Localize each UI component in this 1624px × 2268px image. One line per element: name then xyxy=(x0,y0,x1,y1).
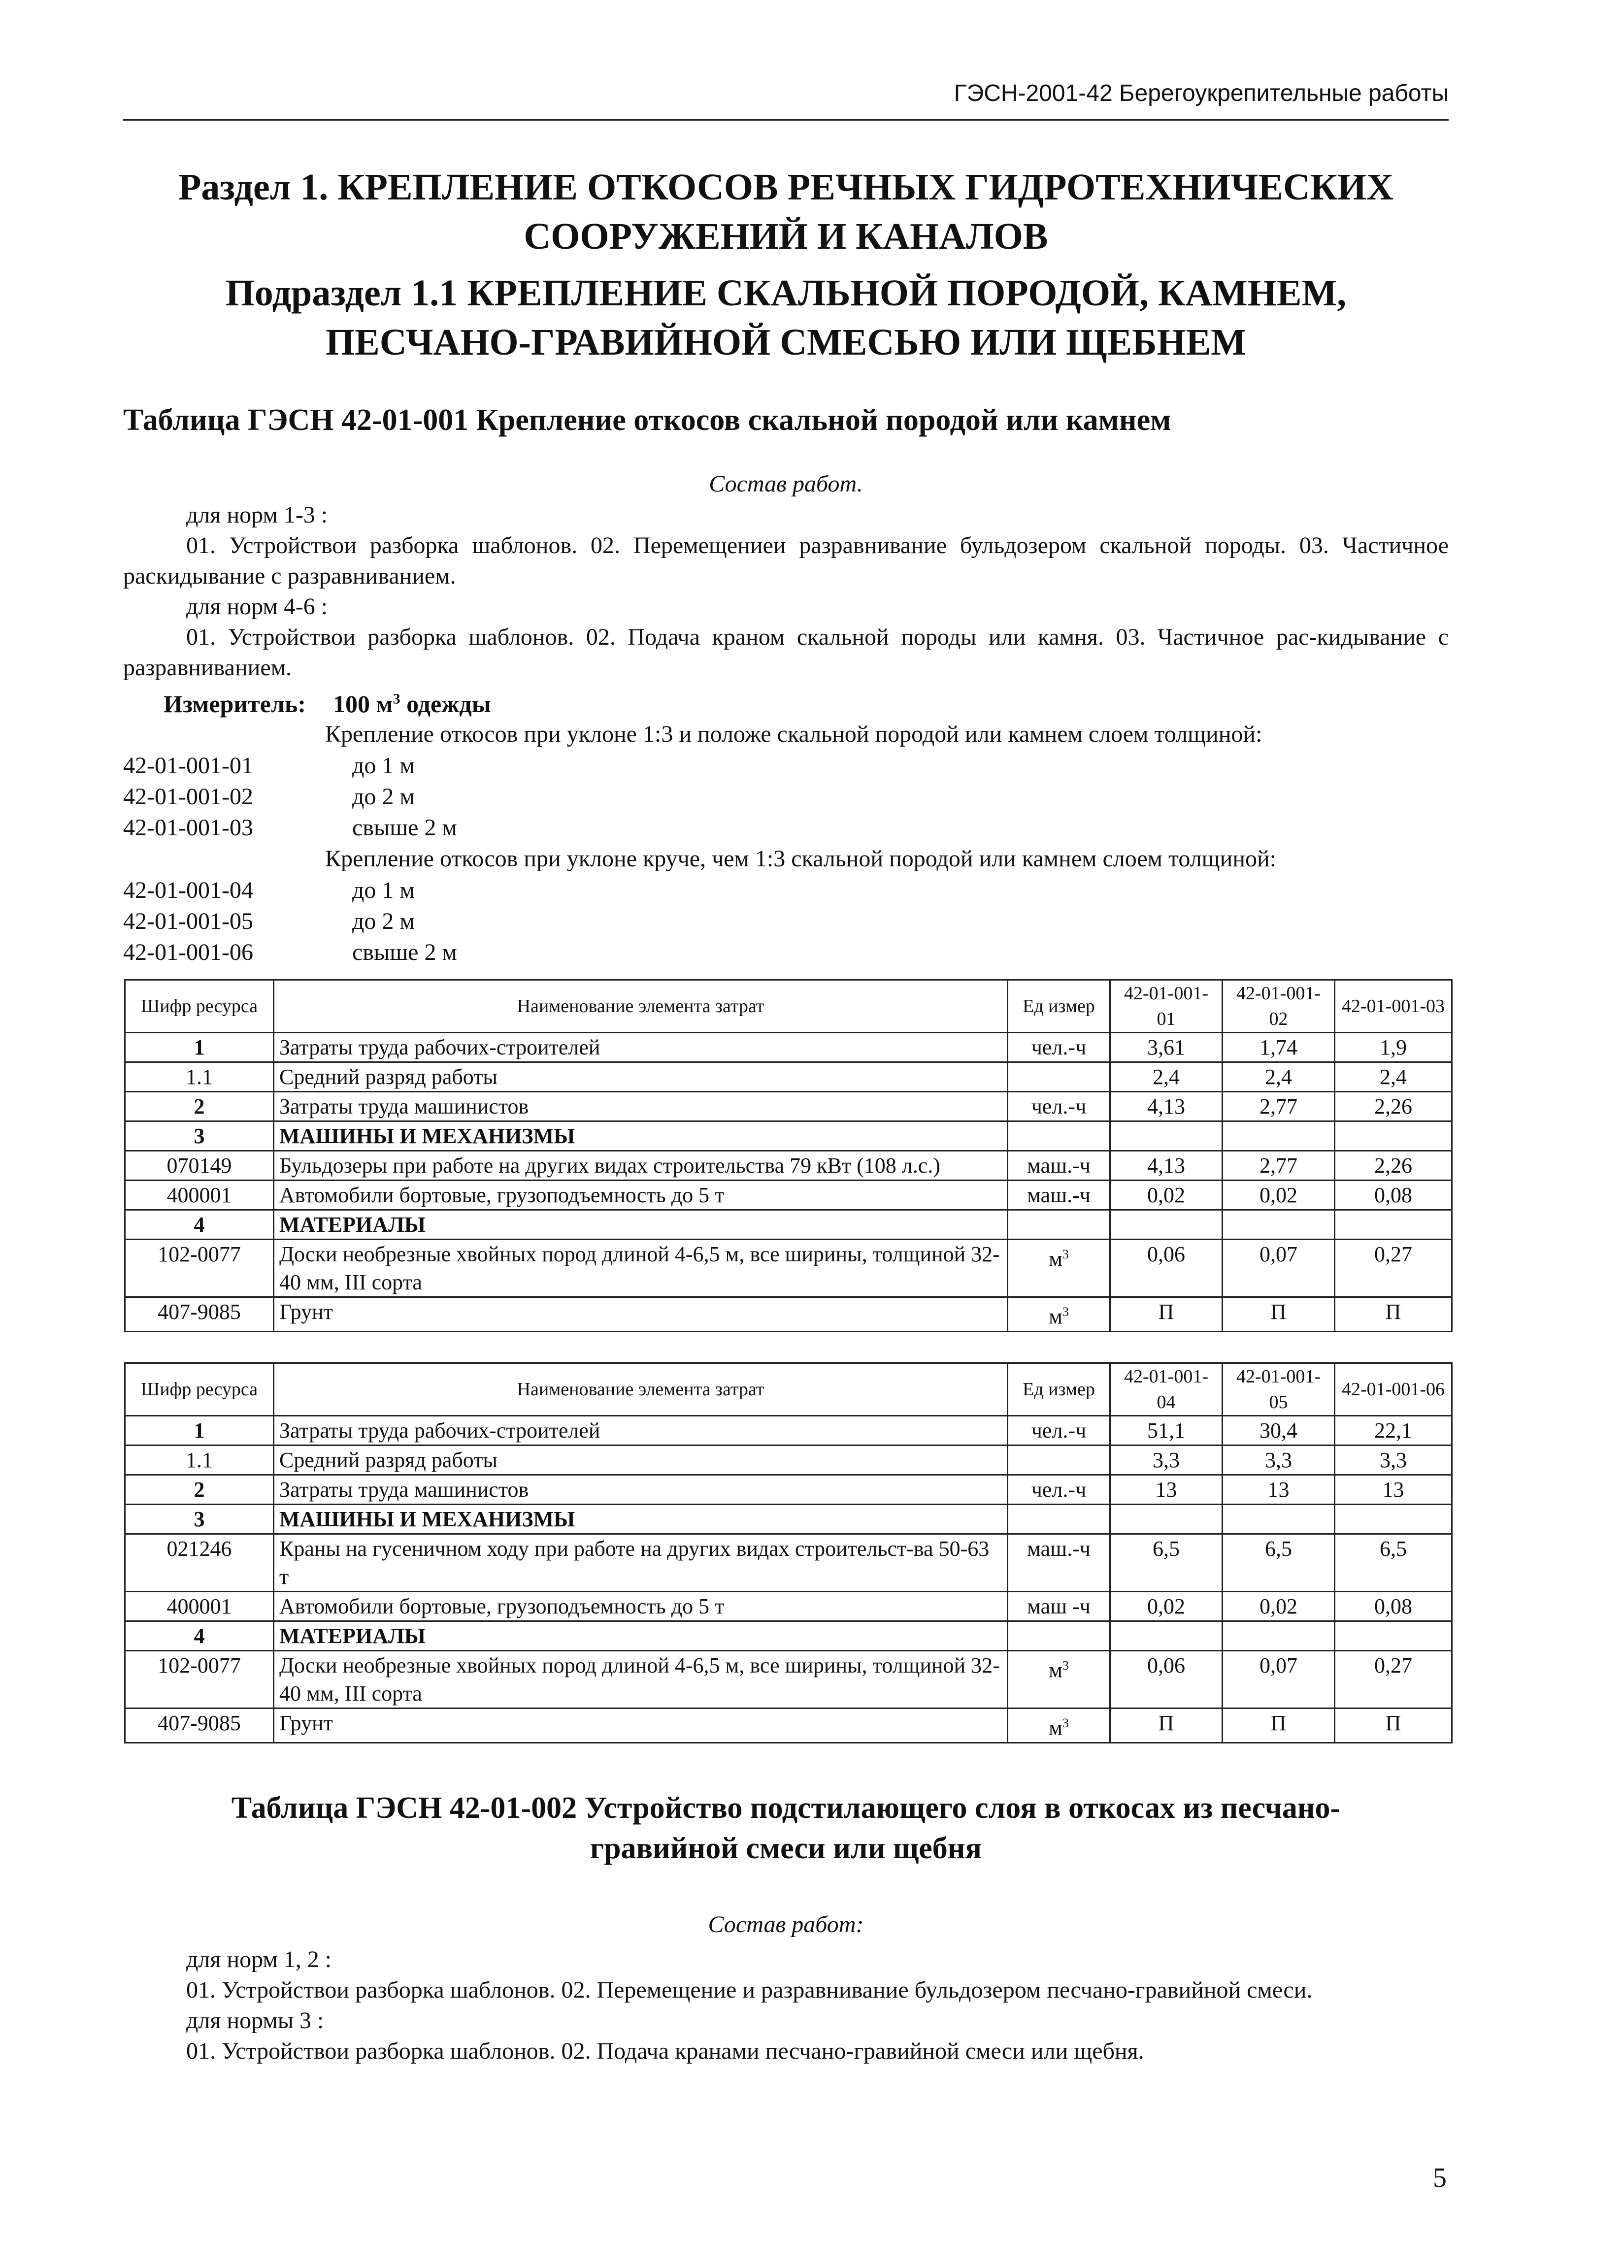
header-norm-col: 42-01-001-04 xyxy=(1110,1363,1223,1416)
resource-name: Бульдозеры при работе на других видах строительства 79 кВт (108 л.с.) xyxy=(274,1151,1008,1181)
meter xyxy=(164,690,491,718)
value-cell: П xyxy=(1223,1709,1335,1743)
header-norm-col: 42-01-001-05 xyxy=(1223,1363,1335,1416)
resource-code: 2 xyxy=(125,1475,274,1505)
table-row xyxy=(125,1181,1452,1210)
norm-text: до 1 м xyxy=(352,753,415,779)
resource-name: Затраты труда рабочих-строителей xyxy=(274,1033,1008,1062)
value-cell xyxy=(1110,1121,1223,1151)
value-cell xyxy=(1223,1210,1335,1240)
value-cell xyxy=(1335,1621,1452,1651)
value-cell: 0,07 xyxy=(1223,1651,1335,1709)
resource-unit xyxy=(1008,1121,1110,1151)
table-header-row xyxy=(125,980,1452,1033)
value-cell: 2,77 xyxy=(1223,1151,1335,1181)
resource-name: Автомобили бортовые, грузоподъемность до 5 т xyxy=(274,1592,1008,1621)
group2-label: для норм 4-6 : xyxy=(186,593,328,620)
table-row xyxy=(125,1651,1452,1709)
table2-title xyxy=(123,1788,1449,1869)
group1-label: для норм 1-3 : xyxy=(186,502,328,528)
header-resource-code: Шифр ресурса xyxy=(125,1363,274,1416)
value-cell: 51,1 xyxy=(1110,1416,1223,1446)
resource-name: Грунт xyxy=(274,1297,1008,1332)
resource-unit: маш.-ч xyxy=(1008,1151,1110,1181)
resource-code: 1 xyxy=(125,1033,274,1062)
resource-code: 1.1 xyxy=(125,1062,274,1092)
resource-name: Грунт xyxy=(274,1709,1008,1743)
norm-text: до 2 м xyxy=(352,784,415,810)
subsection-title-line1: Подраздел 1.1 КРЕПЛЕНИЕ СКАЛЬНОЙ ПОРОДОЙ, КАМНЕМ, xyxy=(225,272,1347,314)
unit-text: м xyxy=(1049,1247,1062,1271)
norm-text: до 2 м xyxy=(352,908,415,934)
value-cell xyxy=(1335,1210,1452,1240)
table-row xyxy=(125,1709,1452,1743)
resource-name: Затраты труда машинистов xyxy=(274,1092,1008,1121)
page-number: 5 xyxy=(1433,2163,1447,2193)
table2-composition-label: Состав работ: xyxy=(708,1911,864,1938)
value-cell: 0,02 xyxy=(1110,1181,1223,1210)
header-unit: Ед измер xyxy=(1008,1363,1110,1416)
table-row xyxy=(125,1092,1452,1121)
value-cell: 2,26 xyxy=(1335,1092,1452,1121)
value-cell xyxy=(1110,1210,1223,1240)
section-title xyxy=(123,163,1449,261)
section-title-line2: СООРУЖЕНИЙ И КАНАЛОВ xyxy=(524,216,1048,257)
resource-unit: чел.-ч xyxy=(1008,1092,1110,1121)
resource-code: 102-0077 xyxy=(125,1651,274,1709)
resource-unit: чел.-ч xyxy=(1008,1475,1110,1505)
resource-name: Краны на гусеничном ходу при работе на других видах строительст-ва 50-63 т xyxy=(274,1534,1008,1592)
value-cell: П xyxy=(1223,1297,1335,1332)
table-row xyxy=(125,1416,1452,1446)
value-cell: 2,26 xyxy=(1335,1151,1452,1181)
meter-unit: одежды xyxy=(406,690,491,718)
table-row xyxy=(125,1121,1452,1151)
group1-text: 01. Устройствои разборка шаблонов. 02. Перемещениеи разравнивание бульдозером скальной породы. 03. Частичное раскидывание с разравниванием. xyxy=(123,532,1449,589)
value-cell: П xyxy=(1110,1297,1223,1332)
resource-name: Затраты труда рабочих-строителей xyxy=(274,1416,1008,1446)
header-unit: Ед измер xyxy=(1008,980,1110,1033)
unit-sup: 3 xyxy=(1062,1658,1069,1673)
header-cost-element: Наименование элемента затрат xyxy=(274,980,1008,1033)
resource-group-heading: МАШИНЫ И МЕХАНИЗМЫ xyxy=(274,1121,1008,1151)
value-cell: 2,4 xyxy=(1110,1062,1223,1092)
value-cell: 0,02 xyxy=(1223,1181,1335,1210)
resource-code: 4 xyxy=(125,1210,274,1240)
resource-unit xyxy=(1008,1297,1110,1332)
value-cell: 0,02 xyxy=(1223,1592,1335,1621)
meter-value: 100 м xyxy=(333,690,393,718)
unit-text: м xyxy=(1049,1658,1062,1682)
value-cell: 13 xyxy=(1335,1475,1452,1505)
value-cell: 6,5 xyxy=(1223,1534,1335,1592)
resource-group-heading: МАТЕРИАЛЫ xyxy=(274,1210,1008,1240)
norm-text: свыше 2 м xyxy=(352,815,457,841)
running-header xyxy=(123,74,1449,121)
value-cell xyxy=(1335,1121,1452,1151)
header-cost-element: Наименование элемента затрат xyxy=(274,1363,1008,1416)
value-cell: П xyxy=(1110,1709,1223,1743)
norm-code: 42-01-001-06 xyxy=(123,939,253,965)
subsection-title xyxy=(123,268,1449,367)
resource-unit xyxy=(1008,1505,1110,1534)
value-cell: 0,06 xyxy=(1110,1240,1223,1297)
value-cell: 22,1 xyxy=(1335,1416,1452,1446)
resource-code: 407-9085 xyxy=(125,1297,274,1332)
table-row xyxy=(125,1151,1452,1181)
group2-text: 01. Устройствои разборка шаблонов. 02. Подача краном скальной породы или камня. 03. Частичное рас-кидывание с разравниванием. xyxy=(123,624,1449,681)
table1-title: Таблица ГЭСН 42-01-001 Крепление откосов скальной породой или камнем xyxy=(123,403,1171,437)
unit-sup: 3 xyxy=(1062,1305,1069,1319)
value-cell xyxy=(1110,1505,1223,1534)
resource-unit xyxy=(1008,1651,1110,1709)
value-cell: 2,77 xyxy=(1223,1092,1335,1121)
table2-group2-label: для нормы 3 : xyxy=(186,2007,324,2034)
resource-code: 102-0077 xyxy=(125,1240,274,1297)
resource-group-heading: МАШИНЫ И МЕХАНИЗМЫ xyxy=(274,1505,1008,1534)
resource-unit xyxy=(1008,1210,1110,1240)
resource-code: 4 xyxy=(125,1621,274,1651)
resource-code: 070149 xyxy=(125,1151,274,1181)
resource-code: 3 xyxy=(125,1505,274,1534)
norm-group2-heading: Крепление откосов при уклоне круче, чем 1:3 скальной породой или камнем слоем толщиной: xyxy=(325,846,1277,872)
value-cell: 13 xyxy=(1223,1475,1335,1505)
table-row xyxy=(125,1446,1452,1475)
value-cell: 4,13 xyxy=(1110,1092,1223,1121)
header-resource-code: Шифр ресурса xyxy=(125,980,274,1033)
value-cell: 2,4 xyxy=(1223,1062,1335,1092)
value-cell: 1,74 xyxy=(1223,1033,1335,1062)
table2-group1-text: 01. Устройствои разборка шаблонов. 02. Перемещение и разравнивание бульдозером песчано-гравийной смеси. xyxy=(186,1977,1313,2003)
header-norm-col: 42-01-001-03 xyxy=(1335,980,1452,1033)
resource-code: 400001 xyxy=(125,1181,274,1210)
table-header-row xyxy=(125,1363,1452,1416)
norm-code: 42-01-001-03 xyxy=(123,815,253,841)
header-norm-col: 42-01-001-02 xyxy=(1223,980,1335,1033)
resource-name: Средний разряд работы xyxy=(274,1446,1008,1475)
value-cell: 0,07 xyxy=(1223,1240,1335,1297)
resource-name: Доски необрезные хвойных пород длиной 4-6,5 м, все ширины, толщиной 32-40 мм, III сорта xyxy=(274,1651,1008,1709)
resource-unit xyxy=(1008,1446,1110,1475)
norm-code: 42-01-001-05 xyxy=(123,908,253,934)
norm-code: 42-01-001-02 xyxy=(123,784,253,810)
table2-group1-label: для норм 1, 2 : xyxy=(186,1946,332,1972)
resource-name: Автомобили бортовые, грузоподъемность до 5 т xyxy=(274,1181,1008,1210)
value-cell: 0,08 xyxy=(1335,1592,1452,1621)
resource-name: Затраты труда машинистов xyxy=(274,1475,1008,1505)
unit-sup: 3 xyxy=(1062,1247,1069,1261)
resource-unit: чел.-ч xyxy=(1008,1033,1110,1062)
table2-title-line2: гравийной смеси или щебня xyxy=(590,1832,982,1865)
resource-code: 021246 xyxy=(125,1534,274,1592)
resource-code: 1.1 xyxy=(125,1446,274,1475)
value-cell xyxy=(1335,1505,1452,1534)
table-row xyxy=(125,1033,1452,1062)
value-cell: П xyxy=(1335,1297,1452,1332)
table-row xyxy=(125,1534,1452,1592)
value-cell xyxy=(1223,1621,1335,1651)
resource-name: Доски необрезные хвойных пород длиной 4-6,5 м, все ширины, толщиной 32-40 мм, III сорта xyxy=(274,1240,1008,1297)
table2-group2-text: 01. Устройствои разборка шаблонов. 02. Подача кранами песчано-гравийной смеси или щебня. xyxy=(186,2038,1144,2064)
table2-title-line1: Таблица ГЭСН 42-01-002 Устройство подстилающего слоя в откосах из песчано- xyxy=(231,1791,1341,1825)
table2-work-composition xyxy=(123,1944,1449,2067)
norm-group1-heading: Крепление откосов при уклоне 1:3 и положе скальной породой или камнем слоем толщиной: xyxy=(325,721,1262,747)
value-cell: 3,3 xyxy=(1223,1446,1335,1475)
value-cell: 1,9 xyxy=(1335,1033,1452,1062)
table-row xyxy=(125,1621,1452,1651)
table-row xyxy=(125,1592,1452,1621)
resource-group-heading: МАТЕРИАЛЫ xyxy=(274,1621,1008,1651)
resource-table-norms-1-3 xyxy=(124,979,1453,1332)
norm-code: 42-01-001-01 xyxy=(123,753,253,779)
table1-work-composition xyxy=(123,500,1449,683)
table1-composition-label: Состав работ. xyxy=(709,471,863,497)
value-cell: 0,27 xyxy=(1335,1240,1452,1297)
resource-code: 2 xyxy=(125,1092,274,1121)
table-row xyxy=(125,1062,1452,1092)
header-norm-col: 42-01-001-06 xyxy=(1335,1363,1452,1416)
table-row xyxy=(125,1475,1452,1505)
value-cell: 13 xyxy=(1110,1475,1223,1505)
value-cell xyxy=(1110,1621,1223,1651)
subsection-title-line2: ПЕСЧАНО-ГРАВИЙНОЙ СМЕСЬЮ ИЛИ ЩЕБНЕМ xyxy=(325,322,1246,363)
unit-text: м xyxy=(1049,1715,1062,1740)
norm-text: до 1 м xyxy=(352,877,415,903)
resource-table-norms-4-6 xyxy=(124,1362,1453,1743)
unit-text: м xyxy=(1049,1304,1062,1329)
section-title-line1: Раздел 1. КРЕПЛЕНИЕ ОТКОСОВ РЕЧНЫХ ГИДРОТЕХНИЧЕСКИХ xyxy=(178,166,1394,208)
value-cell: 0,27 xyxy=(1335,1651,1452,1709)
table-row xyxy=(125,1505,1452,1534)
norm-text: свыше 2 м xyxy=(352,939,457,965)
value-cell: 3,61 xyxy=(1110,1033,1223,1062)
value-cell: 0,02 xyxy=(1110,1592,1223,1621)
resource-unit xyxy=(1008,1621,1110,1651)
value-cell: 3,3 xyxy=(1335,1446,1452,1475)
resource-unit: маш.-ч xyxy=(1008,1534,1110,1592)
resource-code: 407-9085 xyxy=(125,1709,274,1743)
value-cell: 0,06 xyxy=(1110,1651,1223,1709)
value-cell: 30,4 xyxy=(1223,1416,1335,1446)
value-cell: 6,5 xyxy=(1110,1534,1223,1592)
resource-name: Средний разряд работы xyxy=(274,1062,1008,1092)
resource-unit xyxy=(1008,1240,1110,1297)
resource-unit: маш.-ч xyxy=(1008,1181,1110,1210)
header-title: ГЭСН-2001-42 Берегоукрепительные работы xyxy=(954,80,1449,106)
value-cell: 4,13 xyxy=(1110,1151,1223,1181)
resource-unit: чел.-ч xyxy=(1008,1416,1110,1446)
resource-code: 3 xyxy=(125,1121,274,1151)
header-norm-col: 42-01-001-01 xyxy=(1110,980,1223,1033)
resource-code: 400001 xyxy=(125,1592,274,1621)
resource-unit xyxy=(1008,1062,1110,1092)
resource-code: 1 xyxy=(125,1416,274,1446)
resource-unit: маш -ч xyxy=(1008,1592,1110,1621)
table-row xyxy=(125,1210,1452,1240)
value-cell xyxy=(1223,1121,1335,1151)
value-cell xyxy=(1223,1505,1335,1534)
value-cell: 0,08 xyxy=(1335,1181,1452,1210)
value-cell: 3,3 xyxy=(1110,1446,1223,1475)
value-cell: 6,5 xyxy=(1335,1534,1452,1592)
value-cell: П xyxy=(1335,1709,1452,1743)
meter-sup: 3 xyxy=(393,690,400,707)
resource-unit xyxy=(1008,1709,1110,1743)
unit-sup: 3 xyxy=(1062,1716,1069,1730)
norm-code: 42-01-001-04 xyxy=(123,877,253,903)
value-cell: 2,4 xyxy=(1335,1062,1452,1092)
meter-label: Измеритель: xyxy=(164,690,306,718)
table-row xyxy=(125,1240,1452,1297)
table-row xyxy=(125,1297,1452,1332)
